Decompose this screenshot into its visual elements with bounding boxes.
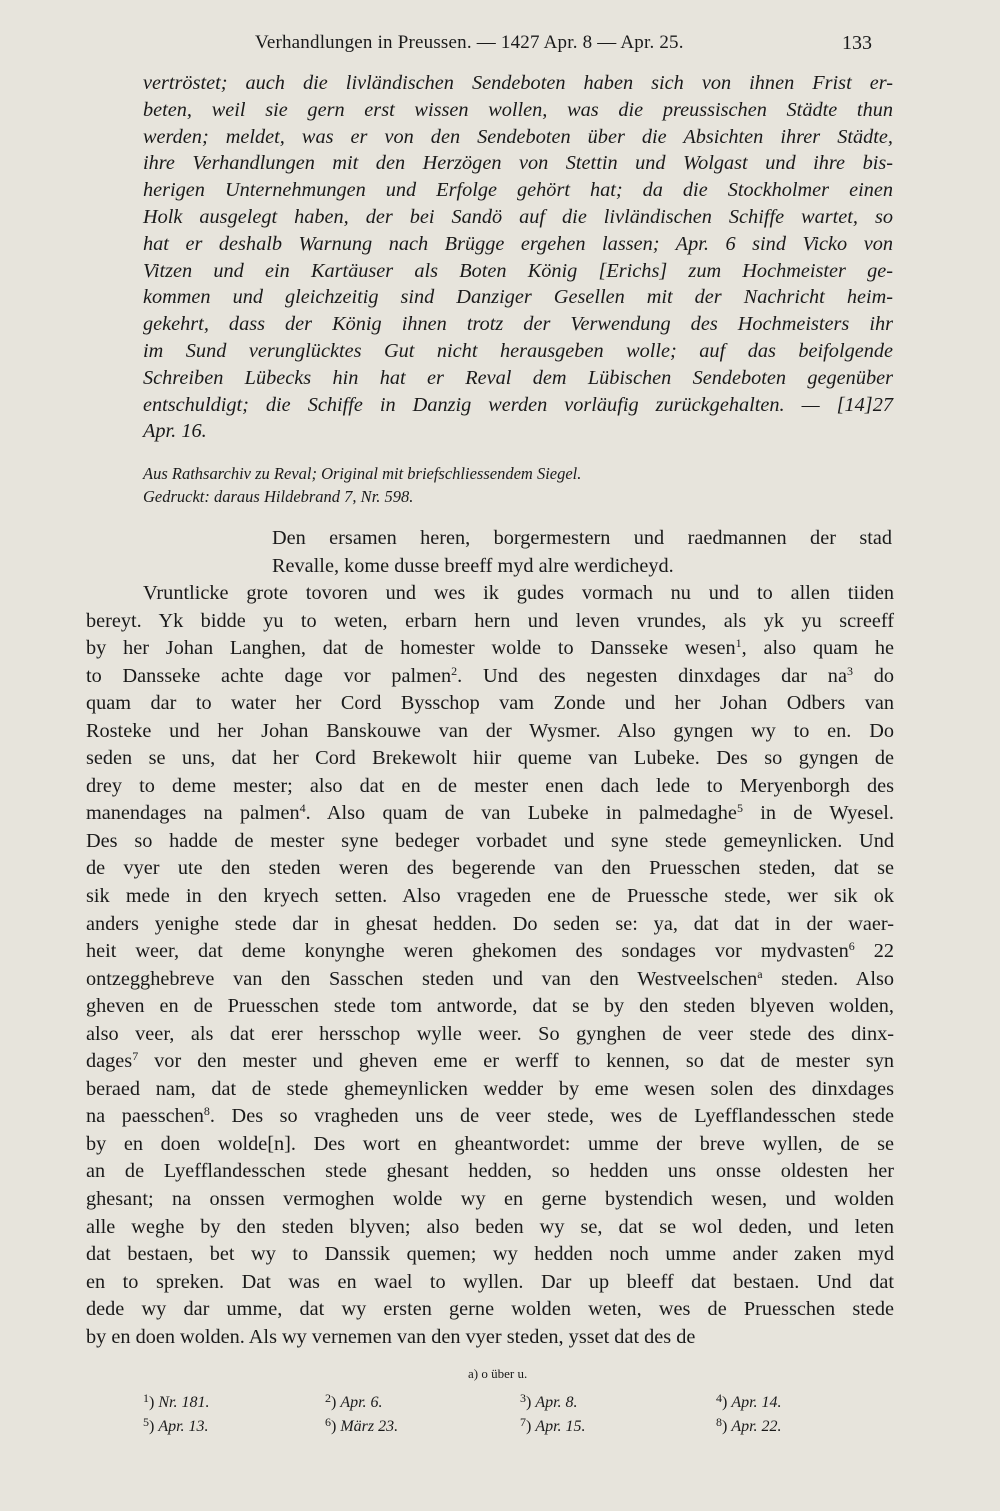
body-line-part: steden. Also [762,967,894,990]
body-line [86,800,894,828]
footnote-item [716,1415,782,1436]
footnote-marker: 1 [735,636,742,651]
footnote-marker: 2 [451,663,458,678]
footnote-item [520,1415,586,1436]
footnote-paren: ) [149,1394,159,1411]
body-line: an de Lyefflandesschen stede ghesant hedden, so hedden uns onsse oldesten her [86,1160,894,1183]
footnote-paren: ) [331,1394,341,1411]
body-line: bereyt. Yk bidde yu to weten, erbarn hern und leven vrundes, als yk yu screeff [86,609,894,632]
footnote-paren: ) [526,1418,536,1435]
body-line: alle weghe by den steden blyven; also beden wy se, dat se wol deden, und leten [86,1215,894,1238]
footnote-marker: 7 [132,1049,139,1064]
footnote-item [143,1415,209,1436]
source-archive: Aus Rathsarchiv zu Reval; Original mit briefschliessendem Siegel. [143,464,582,483]
footnote-marker: 8 [203,1104,210,1119]
body-line-part: to Dansseke achte dage vor palmen [86,664,452,687]
body-line: en to spreken. Dat was en wael to wyllen. Dar up bleeff dat bestaen. Und dat [86,1270,894,1293]
body-line [86,938,894,966]
body-line [86,635,894,663]
footnote-number: 7 [520,1415,526,1429]
body-line: sik mede in den kryech setten. Also vrageden ene de Pruessche stede, wer sik ok [86,885,894,908]
footnote-row [0,1415,1000,1437]
regest-line: Schreiben Lübecks hin hat er Reval dem Lübischen Sendeboten gegenüber [143,366,893,389]
footnote-marker: 5 [736,801,743,816]
footnote-item [716,1391,782,1412]
footnote-number: 6 [325,1415,331,1429]
body-line: seden se uns, dat her Cord Brekewolt hiir queme van Lubeke. Des so gyngen de [86,747,894,770]
source-printed: Gedruckt: daraus Hildebrand 7, Nr. 598. [143,487,414,506]
body-line [86,1048,894,1076]
footnote-reference: März 23. [340,1418,399,1435]
footnote-number: 8 [716,1415,722,1429]
body-line: ghesant; na onssen vermoghen wolde wy en gerne bystendich wesen, und wolden [86,1188,894,1211]
footnote-row [0,1391,1000,1413]
footnote-item [325,1415,398,1436]
body-line-part: do [852,664,894,687]
footnote-number: 1 [143,1391,149,1405]
running-title: Verhandlungen in Preussen. — 1427 Apr. 8 — Apr. 25. [255,32,684,53]
address-line: Den ersamen heren, borgermestern und raedmannen der stad [272,527,892,549]
body-line-part: by her Johan Langhen, dat de homester wolde to Dansseke wesen [86,637,736,660]
body-line-part: vor den mester und gheven eme er werff to kennen, so dat de mester syn [138,1050,894,1073]
footnote-reference: Apr. 8. [535,1394,578,1411]
body-line [86,663,894,691]
footnote-reference: Apr. 22. [731,1418,782,1435]
footnote-reference: Apr. 13. [158,1418,209,1435]
regest-line: beten, weil sie gern erst wissen wollen, was die preussischen Städte thun [143,98,893,121]
footnote-marker: 3 [846,663,853,678]
body-line: Rosteke und her Johan Banskouwe van der Wysmer. Also gyngen wy to en. Do [86,719,894,742]
footnote-marker: 4 [299,801,306,816]
body-line: Des so hadde de mester syne bedeger vorbadet und syne stede gemeynlicken. Und [86,829,894,852]
body-line: gheven en de Pruesschen stede tom antworde, dat se by den steden blyeven wolden, [86,995,894,1018]
regest-line: entschuldigt; die Schiffe in Danzig werden vorläufig zurückgehalten. — [14]27 [143,393,893,416]
footnote-reference: Nr. 181. [158,1394,210,1411]
running-head [0,32,1000,58]
footnote-number: 4 [716,1391,722,1405]
body-line: de vyer ute den steden weren des begerende van den Pruesschen steden, dat se [86,857,894,880]
body-line: also veer, als dat erer hersschop wylle weer. So gynghen de veer stede des dinx- [86,1022,894,1045]
regest-line: werden; meldet, was er von den Sendeboten über die Absichten ihrer Städte, [143,125,893,148]
page-number: 133 [842,32,872,54]
body-line-part: manendages na palmen [86,802,300,825]
address-line: Revalle, kome dusse breeff myd alre werdicheyd. [272,554,674,577]
regest-line: gekehrt, dass der König ihnen trotz der Verwendung des Hochmeisters ihr [143,313,893,336]
footnote-paren: ) [722,1394,732,1411]
regest-line: herigen Unternehmungen und Erfolge gehört hat; da die Stockholmer einen [143,179,893,202]
footnote-item [143,1391,209,1412]
body-line-part: 22 [854,940,894,963]
body-line: dat bestaen, bet wy to Danssik quemen; wy hedden noch umme ander zaken myd [86,1243,894,1266]
body-line: by en doen wolde[n]. Des wort en gheantwordet: umme der breve wyllen, de se [86,1132,894,1155]
body-line [86,1103,894,1131]
body-line: quam dar to water her Cord Bysschop vam Zonde und her Johan Odbers van [86,692,894,715]
body-line: drey to deme mester; also dat en de mester enen dach lede to Meryenborgh des [86,774,894,797]
footnote-paren: ) [722,1418,732,1435]
body-line-part: . Des so vragheden uns de veer stede, wes de Lyefflandesschen stede [209,1105,894,1128]
footnote-item [520,1391,578,1412]
regest-line: kommen und gleichzeitig sind Danziger Gesellen mit der Nachricht heim- [143,286,893,309]
footnote-reference: Apr. 6. [340,1394,383,1411]
footnote-paren: ) [149,1418,159,1435]
regest-line: hat er deshalb Warnung nach Brügge ergehen lassen; Apr. 6 sind Vicko von [143,232,893,255]
body-line: dede wy dar umme, dat wy ersten gerne wolden weten, wes de Pruesschen stede [86,1298,894,1321]
regest-line: im Sund verunglücktes Gut nicht herausgeben wolle; auf das beifolgende [143,339,893,362]
body-line: Vruntlicke grote tovoren und wes ik gudes vormach nu und to allen tiiden [143,582,894,604]
footnote-number: 5 [143,1415,149,1429]
letter-body [86,580,894,1351]
body-line-part: , also quam he [741,637,894,660]
footnote-number: 3 [520,1391,526,1405]
body-line: beraed nam, dat de stede ghemeynlicken wedder by eme wesen solen des dinxdages [86,1077,894,1100]
body-line-part: . Und des negesten dinxdages dar na [457,664,847,687]
body-line-part: heit weer, dat deme konynghe weren ghekomen des sondages vor mydvasten [86,940,849,963]
body-line: by en doen wolden. Als wy vernemen van den vyer steden, ysset dat des de [86,1325,696,1348]
footnote-marker: 6 [848,939,855,954]
footnote-number: 2 [325,1391,331,1405]
body-line-part: ontzegghebreve van den Sasschen steden und van den Westveelschen [86,967,758,990]
body-line-part: . Also quam de van Lubeke in palmedaghe [305,802,737,825]
regest-line: vertröstet; auch die livländischen Sendeboten haben sich von ihnen Frist er- [143,72,893,94]
regest-line: Vitzen und ein Kartäuser als Boten König [Erichs] zum Hochmeister ge- [143,259,893,282]
body-line [86,966,894,994]
source-note [143,462,893,508]
footnote-reference: Apr. 14. [731,1394,782,1411]
critical-note: a) o über u. [468,1366,528,1381]
footnote-marker: a [757,966,763,981]
body-line-part: dages [86,1050,133,1073]
body-line-part: in de Wyesel. [742,802,894,825]
footnote-paren: ) [526,1394,536,1411]
regest-summary [143,70,893,445]
regest-line: ihre Verhandlungen mit den Herzögen von Stettin und Wolgast und ihre bis- [143,152,893,175]
regest-line: Apr. 16. [143,420,207,443]
footnote-paren: ) [331,1418,341,1435]
footnote-item [325,1391,383,1412]
body-line: anders yenighe stede dar in ghesat hedden. Do seden se: ya, dat dat in der waer- [86,912,894,935]
letter-address [272,525,892,580]
footnote-reference: Apr. 15. [535,1418,586,1435]
body-line-part: na paesschen [86,1105,204,1128]
regest-line: Holk ausgelegt haben, der bei Sandö auf die livländischen Schiffe wartet, so [143,205,893,228]
